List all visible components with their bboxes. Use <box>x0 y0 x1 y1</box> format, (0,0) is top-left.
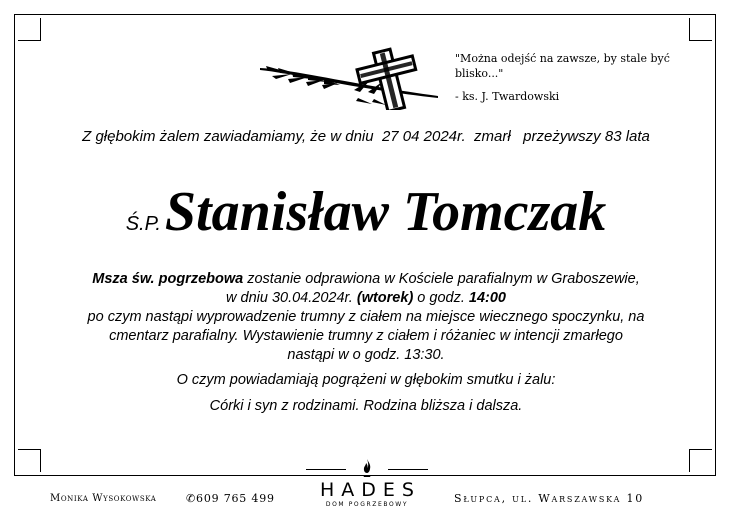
mass-date-text: w dniu 30.04.2024r. <box>226 290 357 306</box>
funeral-line-5: nastąpi w o godz. 13:30. <box>287 347 445 363</box>
mass-location-text: zostanie odprawiona w Kościele parafialnym w Graboszewie, <box>243 271 640 287</box>
frame-corner-top-right <box>689 18 712 41</box>
quote-line-1: "Można odejść na zawsze, by stale być <box>455 52 670 65</box>
footer-contact-person: Monika Wysokowska <box>50 493 157 504</box>
logo-subtitle: DOM POGRZEBOWY <box>325 501 409 508</box>
funeral-line-3: po czym nastąpi wyprowadzenie trumny z ciałem na miejsce wiecznego spoczynku, na <box>87 309 645 325</box>
deceased-name: Stanisław Tomczak <box>164 181 607 243</box>
quote-author: - ks. J. Twardowski <box>455 90 560 103</box>
flame-icon <box>360 458 374 478</box>
cross-with-palm-branch-icon <box>258 44 440 110</box>
funeral-line-4: cmentarz parafialny. Wystawienie trumny z ciałem i różaniec w intencji zmarłego <box>109 328 623 344</box>
died-word: zmarł <box>473 128 511 145</box>
funeral-details <box>40 270 692 416</box>
deceased-heading <box>0 180 732 244</box>
mourners-notice: O czym powiadamiają pogrążeni w głębokim smutku i żalu: <box>176 372 556 388</box>
logo-rule-left <box>306 469 346 470</box>
logo-wordmark: HADES <box>320 479 421 501</box>
death-date: 27 04 2024r. <box>381 128 466 145</box>
mass-time: 14:00 <box>468 290 506 306</box>
funeral-line-1 <box>40 270 692 289</box>
mass-label: Msza św. pogrzebowa <box>92 271 244 287</box>
footer-phone: ✆609 765 499 <box>186 492 275 505</box>
logo-rule-right <box>388 469 428 470</box>
memorial-quote <box>455 51 685 104</box>
footer-address: Słupca, ul. Warszawska 10 <box>454 492 645 505</box>
frame-corner-top-left <box>18 18 41 41</box>
frame-corner-bottom-right <box>689 449 712 472</box>
age-text: przeżywszy 83 lata <box>523 128 650 145</box>
intro-lead: Z głębokim żalem zawiadamiamy, że w dniu <box>82 128 374 145</box>
deceased-prefix: Ś.P. <box>125 213 161 235</box>
hades-logo <box>302 458 432 510</box>
frame-corner-bottom-left <box>18 449 41 472</box>
quote-line-2: blisko..." <box>455 67 504 80</box>
mourners-family: Córki i syn z rodzinami. Rodzina bliższa i dalsza. <box>209 398 523 414</box>
mass-time-label: o godz. <box>413 290 469 306</box>
funeral-line-2 <box>40 289 692 308</box>
death-announcement-line <box>0 128 732 145</box>
mass-weekday: (wtorek) <box>356 290 414 306</box>
